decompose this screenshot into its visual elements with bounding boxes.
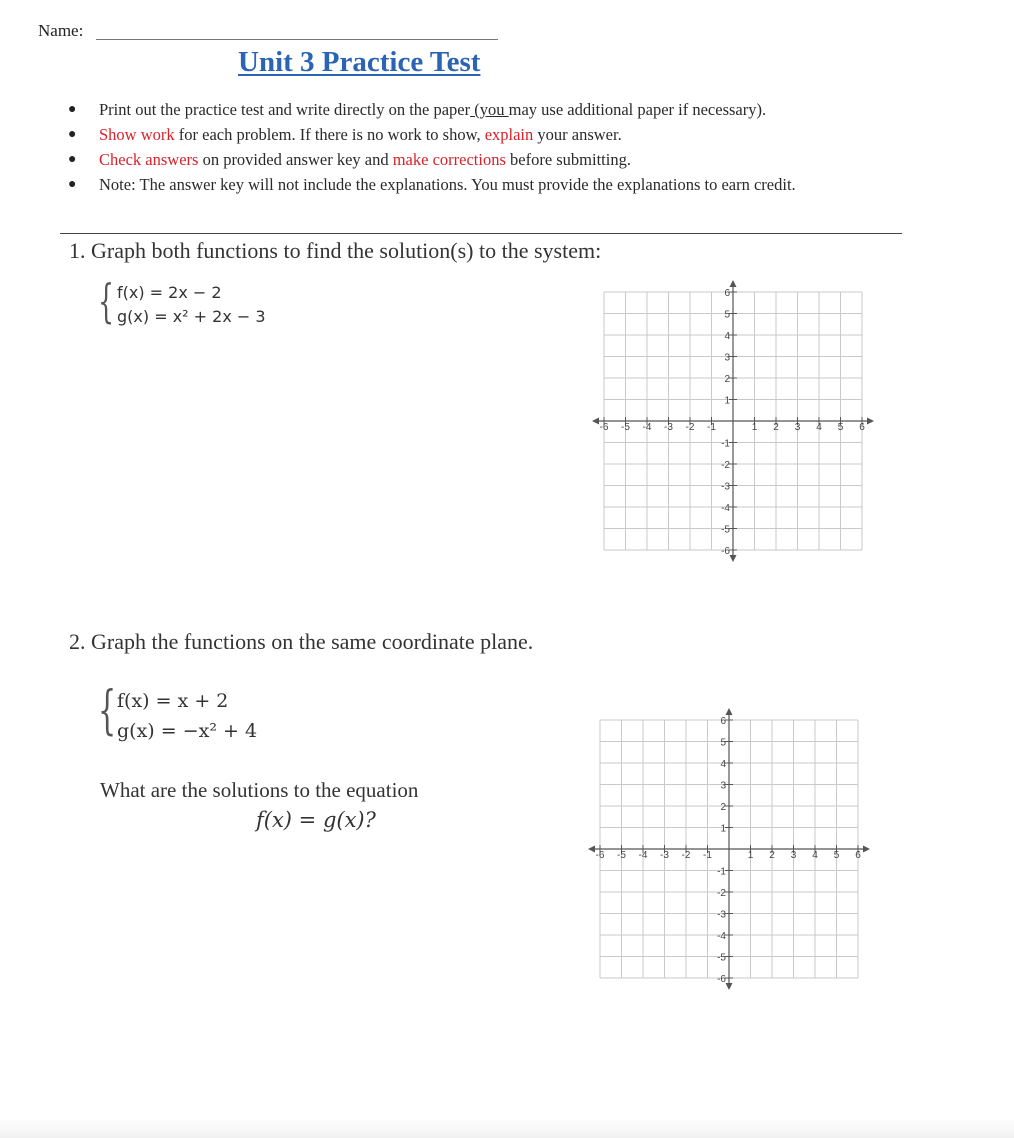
y-axis-arrow-up-icon <box>726 708 733 715</box>
question-2-prompt: 2. Graph the functions on the same coordinate plane. <box>69 629 534 654</box>
instruction-text: before submitting. <box>505 150 631 169</box>
x-tick-label: 1 <box>751 422 758 433</box>
instruction-text: may use additional paper if necessary). <box>508 100 767 119</box>
question-2-system <box>103 686 257 746</box>
page-title: Unit 3 Practice Test <box>238 46 481 78</box>
x-tick-label: -3 <box>660 850 669 861</box>
y-tick-label: -3 <box>721 481 730 493</box>
instruction-text: Note: The answer key will not include the explanations. You must provide the explanations to earn credit. <box>99 175 796 194</box>
name-blank-line[interactable] <box>96 39 498 40</box>
y-tick-label: -4 <box>721 503 730 514</box>
x-tick-label: -5 <box>617 850 626 861</box>
x-tick-label: -4 <box>638 850 648 861</box>
instruction-text: Print out the practice test and write directly on the paper <box>99 100 471 119</box>
question-2-equation: f(x) = g(x)? <box>256 808 376 832</box>
x-tick-label: -6 <box>595 850 605 861</box>
instruction-text: Show work <box>99 125 175 144</box>
instruction-item <box>60 147 796 172</box>
x-axis-arrow-left-icon <box>588 846 595 853</box>
x-axis-arrow-left-icon <box>592 418 599 425</box>
y-tick-label: -2 <box>717 888 726 899</box>
bullet-icon: ● <box>68 177 77 192</box>
name-label: Name: <box>38 21 84 40</box>
y-tick-label: -6 <box>717 974 726 985</box>
y-tick-label: 3 <box>720 780 726 792</box>
x-tick-label: -5 <box>621 422 630 433</box>
x-tick-label: 2 <box>769 850 775 861</box>
coordinate-grid-1[interactable] <box>580 280 880 580</box>
x-tick-label: 3 <box>794 422 801 433</box>
y-tick-label: -2 <box>721 460 730 471</box>
y-tick-label: -1 <box>717 866 726 878</box>
x-tick-label: 5 <box>833 850 840 861</box>
x-tick-label: -2 <box>685 422 695 433</box>
y-tick-label: 6 <box>724 288 730 299</box>
x-axis-arrow-right-icon <box>863 846 870 853</box>
bullet-icon: ● <box>68 152 77 167</box>
y-tick-label: -5 <box>717 952 726 964</box>
x-tick-label: 6 <box>859 422 865 433</box>
y-tick-label: -6 <box>721 546 730 557</box>
instruction-text: for each problem. If there is no work to show, <box>174 125 485 144</box>
y-axis-arrow-down-icon <box>726 983 733 990</box>
x-tick-label: -3 <box>664 422 673 433</box>
page-bottom-edge <box>0 1118 1014 1138</box>
x-tick-label: 3 <box>790 850 797 861</box>
question-1-equation-f: f(x) = 2x − 2 <box>117 283 222 302</box>
question-1-prompt: 1. Graph both functions to find the solution(s) to the system: <box>69 238 602 263</box>
x-tick-label: 4 <box>816 422 822 433</box>
x-tick-label: -1 <box>703 850 712 861</box>
instruction-list <box>60 97 796 197</box>
x-tick-label: -4 <box>642 422 652 433</box>
bullet-icon: ● <box>68 127 77 142</box>
x-tick-label: 5 <box>837 422 844 433</box>
section-divider <box>60 233 902 234</box>
question-2-equation-g: g(x) = −x² + 4 <box>117 720 258 742</box>
y-tick-label: 6 <box>720 716 726 727</box>
question-1-equation-g: g(x) = x² + 2x − 3 <box>117 307 266 326</box>
bullet-icon: ● <box>68 102 77 117</box>
y-tick-label: -1 <box>721 438 730 450</box>
question-2-equation-f: f(x) = x + 2 <box>117 690 229 712</box>
instruction-item <box>60 122 796 147</box>
coordinate-grid-2[interactable] <box>576 710 876 1010</box>
y-tick-label: 2 <box>720 802 726 813</box>
x-tick-label: 2 <box>773 422 779 433</box>
y-tick-label: 1 <box>724 395 730 407</box>
x-tick-label: 6 <box>855 850 861 861</box>
y-tick-label: 4 <box>724 331 730 342</box>
x-tick-label: -2 <box>681 850 691 861</box>
y-tick-label: 5 <box>724 309 730 321</box>
y-tick-label: 4 <box>720 759 726 770</box>
instruction-item <box>60 97 796 122</box>
instruction-text: on provided answer key and <box>198 150 393 169</box>
system-brace-1: { <box>98 274 115 328</box>
question-1-system <box>103 281 266 329</box>
instruction-text: (you <box>470 100 509 119</box>
x-tick-label: 1 <box>747 850 754 861</box>
x-tick-label: 4 <box>812 850 818 861</box>
x-axis-arrow-right-icon <box>867 418 874 425</box>
x-tick-label: -1 <box>707 422 716 433</box>
instruction-text: Check answers <box>99 150 199 169</box>
instruction-item <box>60 172 796 197</box>
question-2-subprompt: What are the solutions to the equation <box>100 778 419 802</box>
y-tick-label: 5 <box>720 737 726 749</box>
system-brace-2: { <box>98 681 117 741</box>
y-tick-label: -4 <box>717 931 726 942</box>
x-tick-label: -6 <box>599 422 609 433</box>
y-tick-label: 2 <box>724 374 730 385</box>
y-tick-label: -3 <box>717 909 726 921</box>
y-tick-label: 3 <box>724 352 730 364</box>
y-tick-label: -5 <box>721 524 730 536</box>
instruction-text: explain <box>484 125 534 144</box>
y-tick-label: 1 <box>720 823 726 835</box>
y-axis-arrow-up-icon <box>730 280 737 287</box>
y-axis-arrow-down-icon <box>730 555 737 562</box>
instruction-text: make corrections <box>392 150 506 169</box>
instruction-text: your answer. <box>533 125 622 144</box>
